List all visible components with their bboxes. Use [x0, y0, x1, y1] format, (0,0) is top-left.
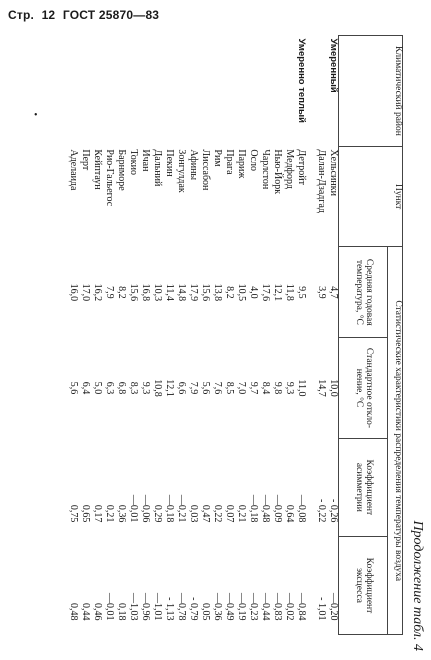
- asym-cell: 0,03: [188, 504, 199, 523]
- table-row: [326, 36, 339, 635]
- std-cell: 9,7: [248, 381, 259, 395]
- point-cell: Ичан: [140, 149, 151, 172]
- table-row: [282, 36, 294, 635]
- point-cell: Далан-Дзадгад: [316, 149, 327, 214]
- table-row: [198, 36, 210, 635]
- point-cell: Нью-Йорк: [272, 149, 283, 195]
- region-cell: [234, 36, 246, 147]
- mean-cell: 13,8: [212, 283, 223, 302]
- table-row: [258, 36, 270, 635]
- excess-cell: 0,05: [200, 603, 211, 621]
- table-row: [126, 36, 138, 635]
- excess-cell: —0,23: [248, 593, 259, 621]
- point-cell: Рим: [212, 149, 223, 167]
- point-cell: Лиссабон: [200, 149, 211, 191]
- std-cell: 9,3: [284, 381, 295, 395]
- region-cell: [186, 36, 198, 147]
- asym-cell: 0,21: [104, 504, 115, 523]
- std-cell: 6,3: [104, 381, 115, 395]
- mean-cell: 17,0: [80, 283, 91, 302]
- excess-cell: - 1,13: [164, 597, 175, 621]
- excess-cell: 0,46: [92, 603, 103, 621]
- excess-cell: —0,78: [176, 593, 187, 621]
- asym-cell: - 0,26: [328, 499, 339, 523]
- excess-cell: —0,44: [260, 593, 271, 621]
- region-cell: [150, 36, 162, 147]
- mean-cell: 11,8: [284, 283, 295, 301]
- std-cell: 7,6: [212, 381, 223, 395]
- std-cell: 8,3: [128, 381, 139, 395]
- region-cell: [246, 36, 258, 147]
- std-cell: 6,6: [176, 381, 187, 395]
- asym-cell: 0,21: [236, 504, 247, 523]
- point-cell: Перт: [80, 149, 91, 171]
- std-cell: 8,4: [260, 381, 271, 395]
- std-cell: 14,7: [316, 379, 327, 397]
- point-cell: Зонгулдак: [176, 149, 187, 193]
- col-excess-header: Коэффициент эксцесса: [339, 536, 388, 634]
- excess-cell: —0,20: [328, 593, 339, 621]
- asym-cell: 0,22: [212, 504, 223, 523]
- region-cell: [102, 36, 114, 147]
- table-row: [294, 36, 306, 635]
- asym-cell: - 0,22: [316, 499, 327, 523]
- col-point-header: Пункт: [339, 146, 403, 247]
- region-cell: [162, 36, 174, 147]
- mean-cell: 17,9: [188, 283, 199, 302]
- region-cell: Умеренно теплый: [296, 38, 307, 123]
- std-cell: 6,4: [80, 381, 91, 395]
- region-cell: [90, 36, 102, 147]
- margin-dot: •: [34, 110, 38, 121]
- excess-cell: —0,83: [272, 593, 283, 621]
- asym-cell: 0,64: [284, 504, 295, 523]
- mean-cell: 10,3: [152, 283, 163, 302]
- rotated-table-area: [15, 35, 425, 655]
- asym-cell: —0,18: [164, 494, 175, 523]
- standard-code: ГОСТ 25870—83: [62, 8, 160, 22]
- asym-cell: 0,36: [116, 504, 127, 523]
- page-prefix: Стр.: [8, 8, 35, 22]
- std-cell: 9,8: [272, 381, 283, 395]
- point-cell: Токио: [128, 149, 139, 175]
- excess-cell: —1,03: [128, 593, 139, 621]
- region-cell: [138, 36, 150, 147]
- excess-cell: —0,49: [224, 593, 235, 621]
- mean-cell: 4,7: [328, 286, 339, 299]
- region-cell: [78, 36, 90, 147]
- table-row: [150, 36, 162, 635]
- asym-cell: 0,17: [92, 504, 103, 523]
- region-cell: [282, 36, 294, 147]
- std-cell: 11,0: [296, 379, 307, 397]
- table-row: [102, 36, 114, 635]
- region-cell: [66, 36, 78, 147]
- point-cell: Хельсинки: [328, 149, 339, 196]
- asym-cell: 0,47: [200, 504, 211, 523]
- asym-cell: —0,06: [140, 494, 151, 523]
- region-cell: [126, 36, 138, 147]
- table-row: [90, 36, 102, 635]
- table-row: [246, 36, 258, 635]
- std-cell: 7,0: [236, 381, 247, 395]
- table-row: [114, 36, 126, 635]
- region-cell: [210, 36, 222, 147]
- point-cell: Париж: [236, 149, 247, 179]
- mean-cell: 16,8: [140, 283, 151, 302]
- mean-cell: 11,4: [164, 283, 175, 301]
- std-cell: 10,8: [152, 379, 163, 397]
- point-cell: Барнморе: [116, 149, 127, 191]
- excess-cell: —0,19: [236, 593, 247, 621]
- mean-cell: 12,1: [272, 283, 283, 302]
- region-cell: [314, 36, 326, 147]
- col-std-header: Стандартное откло-нение, °С: [339, 338, 388, 439]
- asym-cell: —0,08: [296, 494, 307, 523]
- excess-cell: —0,36: [212, 593, 223, 621]
- point-cell: Рио-Гальегос: [104, 149, 115, 207]
- col-region-header: Климатический район: [339, 36, 403, 147]
- point-cell: Прага: [224, 149, 235, 175]
- mean-cell: 10,5: [236, 283, 247, 302]
- point-cell: Осло: [248, 149, 259, 172]
- row-gap: [306, 36, 314, 635]
- std-cell: 5,6: [68, 381, 79, 395]
- mean-cell: 17,6: [260, 283, 271, 302]
- mean-cell: 14,8: [176, 283, 187, 302]
- mean-cell: 9,5: [296, 286, 307, 299]
- col-mean-header: Средняя годовая температура, °С: [339, 247, 388, 338]
- std-cell: 10,0: [328, 379, 339, 397]
- asym-cell: 0,65: [80, 504, 91, 523]
- table-head: [339, 36, 403, 635]
- asym-cell: 0,07: [224, 504, 235, 523]
- point-cell: Пекин: [164, 149, 175, 177]
- region-cell: [174, 36, 186, 147]
- excess-cell: - 1,01: [316, 597, 327, 621]
- excess-cell: —0,96: [140, 593, 151, 621]
- table-row: [234, 36, 246, 635]
- region-cell: [114, 36, 126, 147]
- asym-cell: —0,09: [272, 494, 283, 523]
- region-cell: [270, 36, 282, 147]
- std-cell: 6,8: [116, 381, 127, 395]
- excess-cell: 0,18: [116, 603, 127, 621]
- table-row: [314, 36, 326, 635]
- col-asym-header: Коэффициент асимметрии: [339, 438, 388, 536]
- table-body: [66, 36, 339, 635]
- point-cell: Афины: [188, 149, 199, 181]
- mean-cell: 3,9: [316, 286, 327, 299]
- excess-cell: —1,01: [152, 593, 163, 621]
- excess-cell: 0,48: [68, 603, 79, 621]
- table-row: [66, 36, 78, 635]
- std-cell: 7,9: [188, 381, 199, 395]
- asym-cell: —0,01: [128, 494, 139, 523]
- mean-cell: 15,6: [200, 283, 211, 302]
- table-row: [174, 36, 186, 635]
- table-row: [138, 36, 150, 635]
- excess-cell: 0,44: [80, 603, 91, 621]
- table-row: [78, 36, 90, 635]
- table-caption: Продолжение табл. 4: [410, 520, 425, 651]
- point-cell: Дальний: [152, 149, 163, 187]
- std-cell: 5,6: [200, 381, 211, 395]
- point-cell: Детройт: [296, 149, 307, 185]
- group-header: Статистические характеристики распределения температуры воздуха: [388, 247, 403, 635]
- asym-cell: —0,18: [248, 494, 259, 523]
- mean-cell: 15,6: [128, 283, 139, 302]
- region-cell: [258, 36, 270, 147]
- std-cell: 8,5: [224, 381, 235, 395]
- data-table: [66, 35, 403, 635]
- std-cell: 12,1: [164, 379, 175, 397]
- excess-cell: —0,84: [296, 593, 307, 621]
- mean-cell: 7,9: [104, 286, 115, 299]
- point-cell: Медфорд: [284, 149, 295, 189]
- table-row: [162, 36, 174, 635]
- region-cell: Умеренный: [328, 38, 339, 93]
- std-cell: 9,3: [140, 381, 151, 395]
- asym-cell: 0,29: [152, 504, 163, 523]
- excess-cell: —0,02: [284, 593, 295, 621]
- mean-cell: 4,0: [248, 286, 259, 299]
- table-row: [186, 36, 198, 635]
- table-row: [210, 36, 222, 635]
- mean-cell: 16,0: [68, 283, 79, 302]
- asym-cell: 0,75: [68, 504, 79, 523]
- point-cell: Кейптаун: [92, 149, 103, 190]
- mean-cell: 8,2: [224, 286, 235, 299]
- excess-cell: —0,01: [104, 593, 115, 621]
- asym-cell: —0,21: [176, 494, 187, 523]
- table-row: [222, 36, 234, 635]
- mean-cell: 16,2: [92, 283, 103, 302]
- point-cell: Аделаида: [68, 149, 79, 191]
- page-number: 12: [41, 8, 56, 22]
- region-cell: [198, 36, 210, 147]
- point-cell: Чарлстон: [260, 149, 271, 190]
- excess-cell: - 0,79: [188, 597, 199, 621]
- region-cell: [222, 36, 234, 147]
- mean-cell: 8,2: [116, 286, 127, 299]
- asym-cell: —0,48: [260, 494, 271, 523]
- std-cell: 5,0: [92, 381, 103, 395]
- table-row: [270, 36, 282, 635]
